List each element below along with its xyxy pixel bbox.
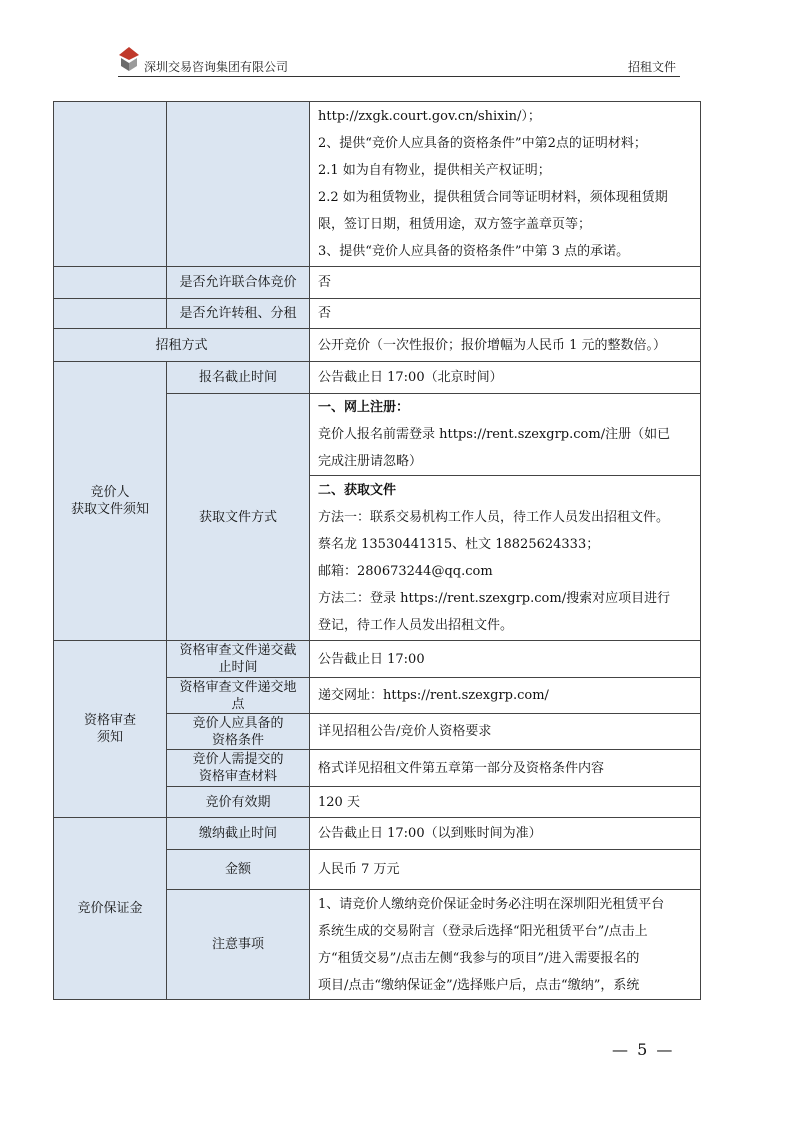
row-label: 招租方式 (54, 329, 310, 362)
text-line: 项目/点击“缴纳保证金”/选择账户后，点击“缴纳”，系统 (318, 977, 640, 993)
row-label: 竞价人应具备的 资格条件 (167, 714, 310, 750)
get-docs-cell (310, 476, 701, 641)
table-row (54, 818, 701, 850)
text-line: 系统生成的交易附言（登录后选择“阳光租赁平台”/点击上 (318, 923, 648, 939)
row-value: 否 (310, 267, 701, 299)
row-label: 报名截止时间 (167, 362, 310, 394)
row-label: 竞价有效期 (167, 787, 310, 818)
notes-cell (310, 890, 701, 1000)
row-value: 公告截止日 17:00（以到账时间为准） (310, 818, 701, 850)
row-label: 是否允许联合体竞价 (167, 267, 310, 299)
text-line: 3、提供“竞价人应具备的资格条件”中第 3 点的承诺。 (318, 244, 630, 259)
text-line: 方法二：登录 https://rent.szexgrp.com/搜索对应项目进行 (318, 591, 671, 606)
row-label: 缴纳截止时间 (167, 818, 310, 850)
row-label: 资格审查文件递交地 点 (167, 678, 310, 714)
row-label: 金额 (167, 850, 310, 890)
row-value: 否 (310, 299, 701, 329)
subheading: 一、网上注册： (318, 400, 410, 415)
page-header (118, 46, 680, 77)
text-line: 完成注册请忽略） (318, 454, 423, 469)
row-label: 是否允许转租、分租 (167, 299, 310, 329)
subheading: 二、获取文件 (318, 483, 397, 498)
row-label: 获取文件方式 (167, 394, 310, 641)
row-value: 递交网址：https://rent.szexgrp.com/ (310, 678, 701, 714)
text-line: 限，签订日期，租赁用途，双方签字盖章页等； (318, 217, 592, 232)
text-line: 登记，待工作人员发出招租文件。 (318, 618, 514, 633)
registration-cell (310, 394, 701, 476)
text-line: 邮箱：280673244@qq.com (318, 564, 493, 579)
qualification-docs-cell (310, 102, 701, 267)
text-line: 2.1 如为自有物业，提供相关产权证明； (318, 163, 551, 178)
table-row (54, 641, 701, 678)
row-value: 人民币 7 万元 (310, 850, 701, 890)
row-value: 公告截止日 17:00 (310, 641, 701, 678)
document-type: 招租文件 (627, 60, 676, 74)
table-row (54, 329, 701, 362)
row-value: 120 天 (310, 787, 701, 818)
row-value: 格式详见招租文件第五章第一部分及资格条件内容 (310, 750, 701, 787)
company-name: 深圳交易咨询集团有限公司 (144, 60, 289, 74)
table-row (54, 362, 701, 394)
text-line: 1、请竞价人缴纳竞价保证金时务必注明在深圳阳光租赁平台 (318, 896, 665, 912)
text-line: 蔡名龙 13530441315、杜文 18825624333； (318, 537, 600, 552)
row-value: 公告截止日 17:00（北京时间） (310, 362, 701, 394)
text-line: 方“租赁交易”/点击左侧“我参与的项目”/进入需要报名的 (318, 950, 640, 966)
table-row (54, 299, 701, 329)
text-line: 2.2 如为租赁物业，提供租赁合同等证明材料，须体现租赁期 (318, 190, 668, 205)
page-number: — 5 — (612, 1040, 675, 1059)
text-line: 方法一：联系交易机构工作人员，待工作人员发出招租文件。 (318, 510, 670, 525)
company-logo-icon (118, 46, 140, 72)
section-label: 资格审查 须知 (54, 641, 167, 818)
table-row (54, 102, 701, 267)
row-value: 详见招租公告/竞价人资格要求 (310, 714, 701, 750)
text-line: http://zxgk.court.gov.cn/shixin/）； (318, 109, 541, 124)
text-line: 竞价人报名前需登录 https://rent.szexgrp.com/注册（如已 (318, 427, 671, 442)
tender-info-table (53, 101, 701, 1000)
section-label: 竞价人 获取文件须知 (54, 362, 167, 641)
table-row (54, 267, 701, 299)
row-label: 竞价人需提交的 资格审查材料 (167, 750, 310, 787)
row-value: 公开竞价（一次性报价；报价增幅为人民币 1 元的整数倍。） (310, 329, 701, 362)
row-label: 资格审查文件递交截 止时间 (167, 641, 310, 678)
text-line: 2、提供“竞价人应具备的资格条件”中第2点的证明材料； (318, 136, 647, 151)
row-label: 注意事项 (167, 890, 310, 1000)
section-label: 竞价保证金 (54, 818, 167, 1000)
